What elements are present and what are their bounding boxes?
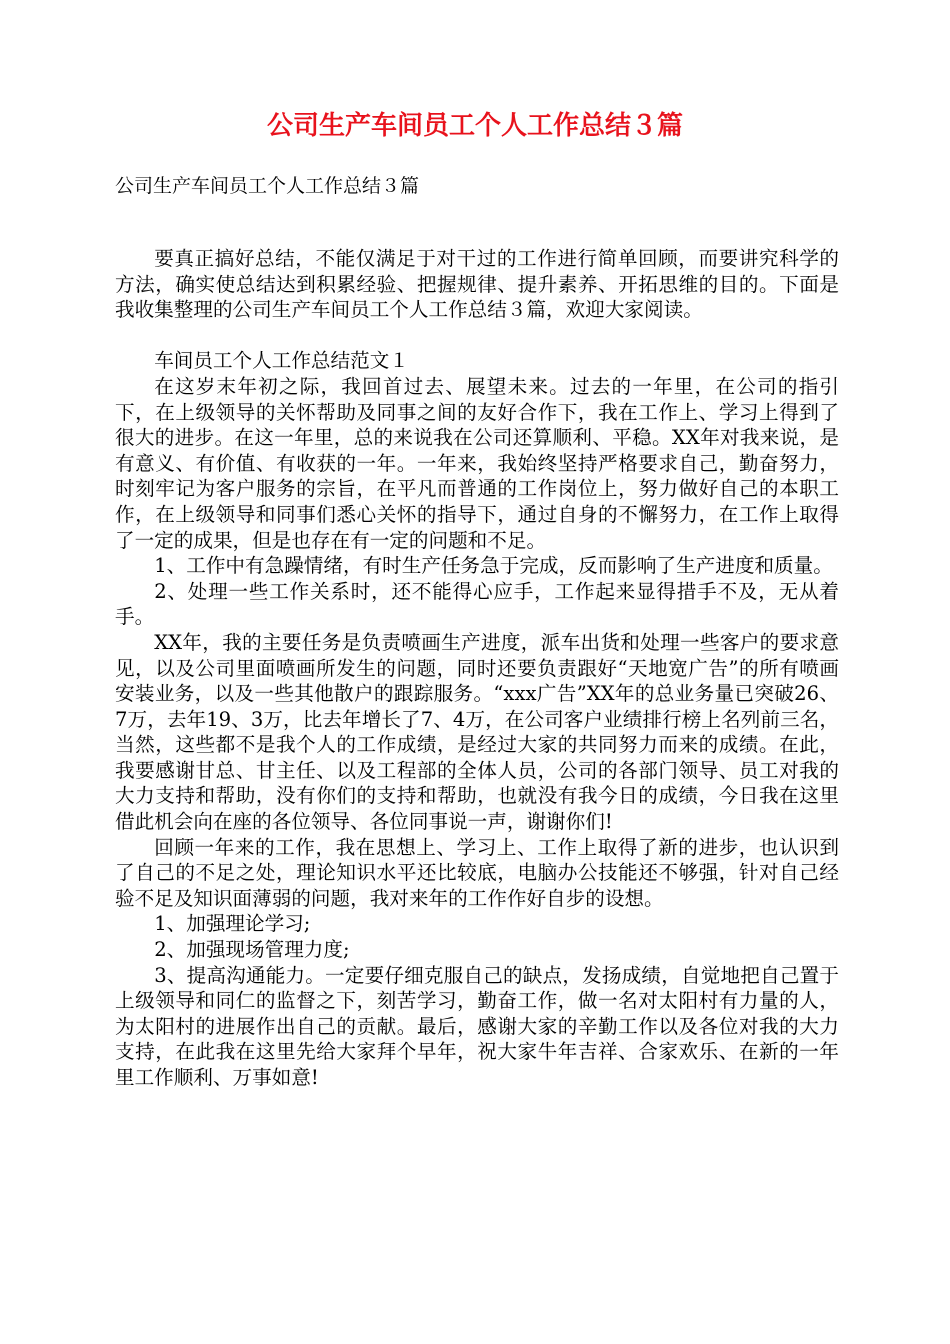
document-subtitle: 公司生产车间员工个人工作总结３篇 [115, 175, 420, 197]
document-title: 公司生产车间员工个人工作总结３篇 [266, 111, 683, 141]
body-paragraph: 回顾一年来的工作，我在思想上、学习上、工作上取得了新的进步，也认识到了自己的不足之处，理论知识水平还比较底，电脑办公技能还不够强，针对自己经验不足及知识面薄弱的问题，我对来年的工作作好自步的设想。 [115, 835, 839, 910]
intro-paragraph: 要真正搞好总结，不能仅满足于对干过的工作进行简单回顾，而要讲究科学的方法，确实使总结达到积累经验、把握规律、提升素养、开拓思维的目的。下面是我收集整理的公司生产车间员工个人工作总结３篇，欢迎大家阅读。 [115, 247, 839, 322]
section-heading: 车间员工个人工作总结范文１ [154, 349, 409, 373]
list-item-paragraph: 1、工作中有急躁情绪，有时生产任务急于完成，反而影响了生产进度和质量。 [154, 554, 833, 578]
list-item-paragraph: 1、加强理论学习; [154, 912, 311, 936]
list-item-paragraph: 3、提高沟通能力。一定要仔细克服自己的缺点，发扬成绩，自觉地把自己置于上级领导和同仁的监督之下，刻苦学习，勤奋工作，做一名对太阳村有力量的人，为太阳村的进展作出自己的贡献。最后，感谢大家的辛勤工作以及各位对我的大力支持，在此我在这里先给大家拜个早年，祝大家牛年吉祥、合家欢乐、在新的一年里工作顺利、万事如意! [115, 963, 839, 1089]
body-paragraph: 在这岁末年初之际，我回首过去、展望未来。过去的一年里，在公司的指引下，在上级领导的关怀帮助及同事之间的友好合作下，我在工作上、学习上得到了很大的进步。在这一年里，总的来说我在公司还算顺利、平稳。XX年对我来说，是有意义、有价值、有收获的一年。一年来，我始终坚持严格要求自己，勤奋努力，时刻牢记为客户服务的宗旨，在平凡而普通的工作岗位上，努力做好自己的本职工作，在上级领导和同事们悉心关怀的指导下，通过自身的不懈努力，在工作上取得了一定的成果，但是也存在有一定的问题和不足。 [115, 374, 839, 552]
list-item-paragraph: 2、处理一些工作关系时，还不能得心应手，工作起来显得措手不及，无从着手。 [115, 579, 839, 629]
document-body [115, 246, 839, 1091]
body-paragraph: XX年，我的主要任务是负责喷画生产进度，派车出货和处理一些客户的要求意见，以及公司里面喷画所发生的问题，同时还要负责跟好“天地宽广告”的所有喷画安装业务，以及一些其他散户的跟踪服务。“xxx广告”XX年的总业务量已突破26、7万，去年19、3万，比去年增长了7、4万，在公司客户业绩排行榜上名列前三名，当然，这些都不是我个人的工作成绩，是经过大家的共同努力而来的成绩。在此，我要感谢甘总、甘主任、以及工程部的全体人员，公司的各部门领导、员工对我的大力支持和帮助，没有你们的支持和帮助，也就没有我今日的成绩，今日我在这里借此机会向在座的各位领导、各位同事说一声，谢谢你们! [115, 630, 839, 834]
list-item-paragraph: 2、加强现场管理力度; [154, 938, 350, 962]
